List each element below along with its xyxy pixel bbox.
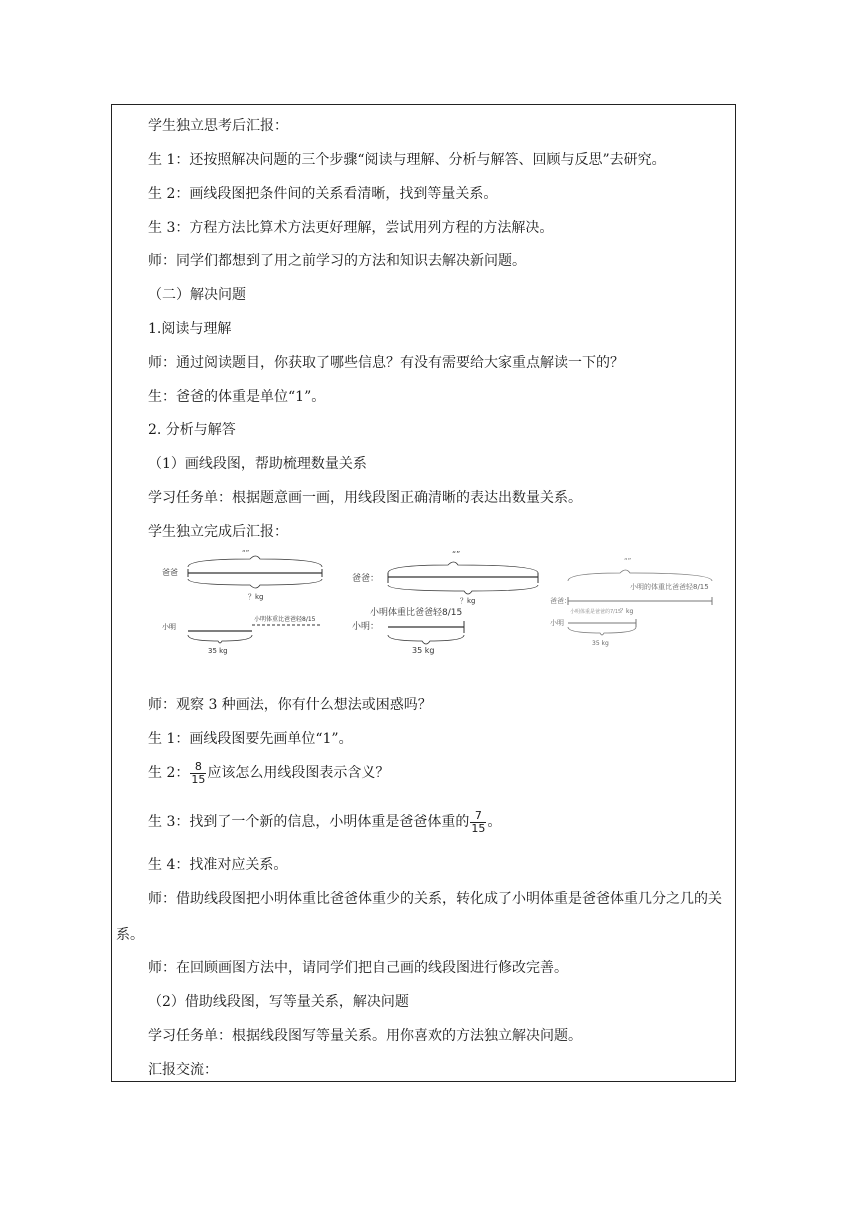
text-line-with-fraction — [148, 759, 389, 787]
text-line: 学生独立思考后汇报： — [148, 118, 288, 134]
content-frame — [111, 104, 736, 1082]
sketch-weight-label: 35 kg — [592, 640, 609, 647]
text-segment: 。 — [487, 814, 502, 830]
text-line: 师：同学们都想到了用之前学习的方法和知识去解决新问题。 — [148, 253, 526, 269]
text-line: 生 3：方程方法比算术方法更好理解，尝试用列方程的方法解决。 — [148, 220, 554, 236]
fraction-denominator: 15 — [191, 772, 206, 786]
text-paragraph: 师：借助线段图把小明体重比爸爸体重少的关系，转化成了小明体重是爸爸体重几分之几的关系。 — [116, 891, 722, 943]
fraction-denominator: 15 — [471, 821, 486, 835]
text-line: 师：通过阅读题目，你获取了哪些信息？有没有需要给大家重点解读一下的？ — [148, 355, 624, 371]
section-heading: （1）画线段图，帮助梳理数量关系 — [148, 456, 367, 472]
sketch-note: 小明体重比爸爸轻8/15 — [254, 616, 316, 623]
text-line: 生 1：画线段图要先画单位“1”。 — [148, 731, 353, 747]
text-line: 师：在回顾画图方法中，请同学们把自己画的线段图进行修改完善。 — [148, 960, 568, 976]
sketch-dad-label: 爸爸 — [162, 568, 178, 577]
sketch-unit-mark: “” — [624, 557, 632, 565]
text-line: 学习任务单：根据题意画一画，用线段图正确清晰的表达出数量关系。 — [148, 490, 582, 506]
sketch-note: 小明体重比爸爸轻8/15 — [370, 608, 463, 618]
sketch-unit-mark: “” — [242, 549, 250, 557]
text-line: 学习任务单：根据线段图写等量关系。用你喜欢的方法独立解决问题。 — [148, 1028, 582, 1044]
section-heading: 1.阅读与理解 — [148, 321, 232, 337]
sketch-ming-label: 小明 — [550, 619, 564, 627]
text-line: 汇报交流： — [148, 1062, 218, 1078]
fraction-numerator: 8 — [194, 759, 202, 773]
sketch-ming-label: 小明 — [162, 623, 176, 631]
text-segment: 应该怎么用线段图表示含义？ — [207, 765, 390, 781]
text-line-with-fraction — [148, 808, 501, 836]
line-segment-sketch-1 — [160, 545, 330, 657]
line-segment-sketch-2 — [348, 545, 546, 657]
fraction-8-15 — [190, 761, 206, 786]
sketch-question-kg: ？kg — [620, 608, 634, 615]
fraction-numerator: 7 — [474, 808, 482, 822]
section-heading: 2. 分析与解答 — [148, 422, 236, 438]
sketch-unit-mark: “” — [452, 550, 461, 559]
line-segment-sketch-3 — [550, 545, 728, 657]
text-line: 学生独立完成后汇报： — [148, 524, 288, 540]
text-line: 生 1：还按照解决问题的三个步骤“阅读与理解、分析与解答、回顾与反思”去研究。 — [148, 152, 666, 168]
sketch-question-kg: ？kg — [248, 593, 264, 601]
text-line: 生 4：找准对应关系。 — [148, 857, 288, 873]
text-line: 生 2：画线段图把条件间的关系看清晰，找到等量关系。 — [148, 186, 498, 202]
section-heading: （二）解决问题 — [148, 287, 246, 303]
sketch-weight-label: 35 kg — [208, 647, 228, 655]
sketch-ming-label: 小明： — [352, 622, 380, 632]
text-line: 生：爸爸的体重是单位“1”。 — [148, 389, 326, 405]
text-line: 师：观察 3 种画法，你有什么想法或困惑吗？ — [148, 697, 432, 713]
fraction-7-15 — [470, 810, 486, 835]
section-heading: （2）借助线段图，写等量关系，解决问题 — [148, 994, 409, 1010]
sketch-dad-label: 爸爸： — [550, 597, 571, 605]
text-segment: 生 2： — [148, 765, 190, 781]
sketch-weight-label: 35 kg — [412, 646, 435, 655]
sketch-note-2: 小明体重是爸爸的7/15 — [570, 609, 622, 615]
sketch-dad-label: 爸爸： — [352, 574, 380, 584]
sketch-question-kg: ？kg — [460, 597, 476, 605]
sketch-note: 小明的体重比爸爸轻8/15 — [630, 583, 709, 591]
text-segment: 生 3：找到了一个新的信息，小明体重是爸爸体重的 — [148, 814, 470, 830]
